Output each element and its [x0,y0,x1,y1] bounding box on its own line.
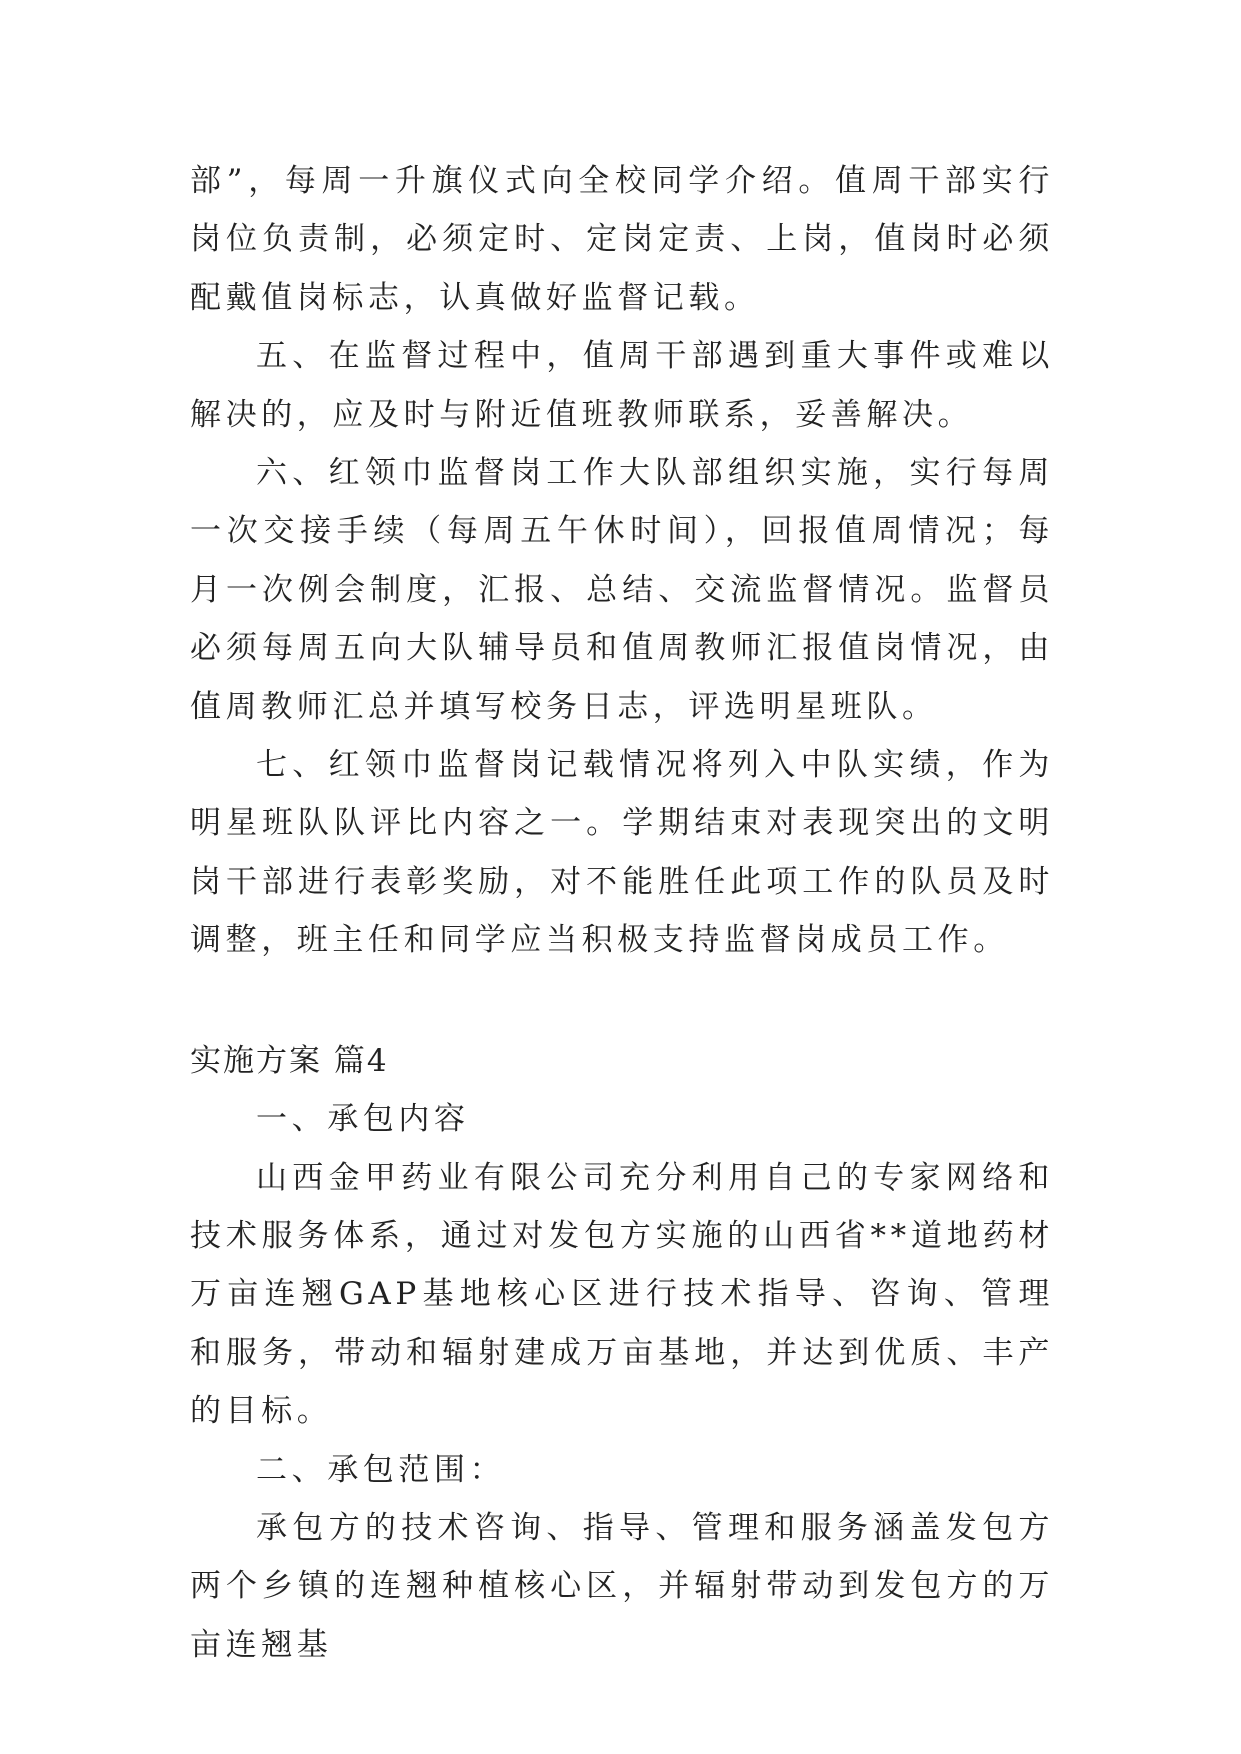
paragraph-contract-content: 山西金甲药业有限公司充分利用自己的专家网络和技术服务体系，通过对发包方实施的山西省**道地药材万亩连翘GAP基地核心区进行技术指导、咨询、管理和服务，带动和辐射建成万亩基地，并达到优质、丰产的目标。 [190,1159,1054,1430]
paragraph-duty-cadres: 部”，每周一升旗仪式向全校同学介绍。值周干部实行岗位负责制，必须定时、定岗定责、上岗，值岗时必须配戴值岗标志，认真做好监督记载。 [190,163,1054,316]
paragraph-item-six: 六、红领巾监督岗工作大队部组织实施，实行每周一次交接手续（每周五午休时间），回报值周情况；每月一次例会制度，汇报、总结、交流监督情况。监督员必须每周五向大队辅导员和值周教师汇报值岗情况，由值周教师汇总并填写校务日志，评选明星班队。 [190,455,1054,725]
heading-contract-content: 一、承包内容 [256,1101,470,1138]
paragraph-contract-scope: 承包方的技术咨询、指导、管理和服务涵盖发包方两个乡镇的连翘种植核心区，并辐射带动到发包方的万亩连翘基 [190,1509,1054,1663]
document-body [190,152,1054,1674]
paragraph-item-seven: 七、红领巾监督岗记载情况将列入中队实绩，作为明星班队队评比内容之一。学期结束对表现突出的文明岗干部进行表彰奖励，对不能胜任此项工作的队员及时调整，班主任和同学应当积极支持监督岗成员工作。 [190,747,1054,959]
paragraph-item-five: 五、在监督过程中，值周干部遇到重大事件或难以解决的，应及时与附近值班教师联系，妥善解决。 [190,338,1054,433]
section-heading: 实施方案 篇4 [190,1042,389,1079]
heading-contract-scope: 二、承包范围： [256,1451,506,1488]
